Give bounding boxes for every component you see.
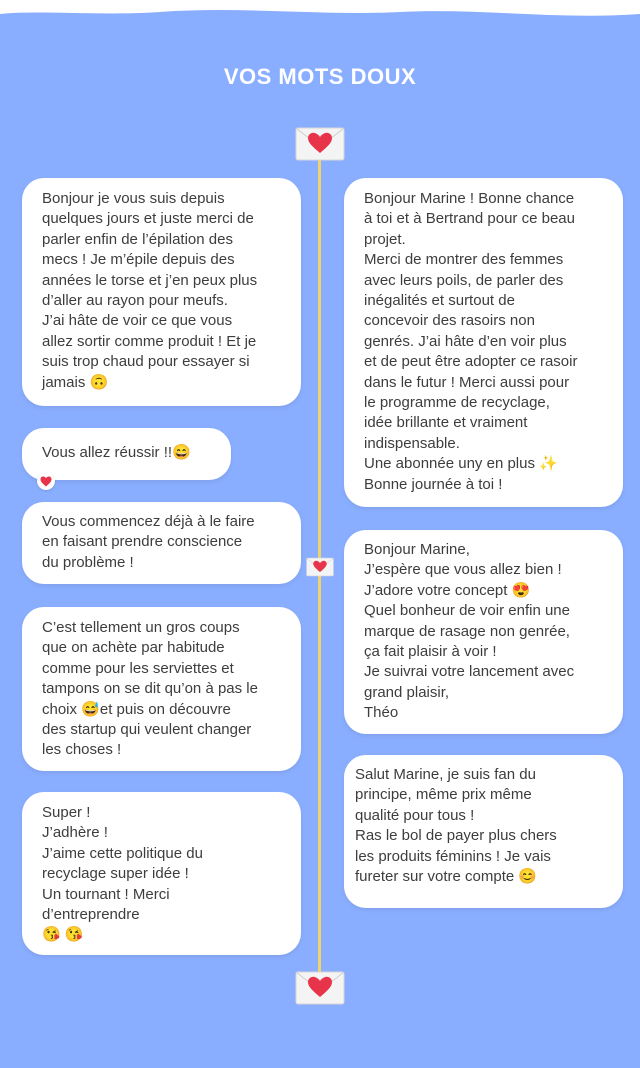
heart-reaction-icon xyxy=(37,472,55,490)
message-bubble: Vous commencez déjà à le faire en faisant prendre conscience du problème ! xyxy=(22,502,301,584)
message-bubble: Salut Marine, je suis fan du principe, même prix même qualité pour tous ! Ras le bol de payer plus chers les produits féminins ! Je vais fureter sur votre compte 😊 xyxy=(344,755,623,908)
message-bubble: C’est tellement un gros coups que on achète par habitude comme pour les serviettes et tampons on se dit qu’on à pas le choix 😅et puis on découvre des startup qui veulent changer les choses ! xyxy=(22,607,301,771)
top-wave-decoration xyxy=(0,0,640,22)
message-bubble: Bonjour Marine, J’espère que vous allez bien ! J’adore votre concept 😍 Quel bonheur de voir enfin une marque de rasage non genrée, ça fait plaisir à voir ! Je suivrai votre lancement avec grand plaisir, Théo xyxy=(344,530,623,734)
heart-envelope-icon xyxy=(295,971,345,1005)
message-bubble: Bonjour Marine ! Bonne chance à toi et à Bertrand pour ce beau projet. Merci de montrer des femmes avec leurs poils, de parler des inégalités et surtout de concevoir des rasoirs non genrés. J’ai hâte d’en voir plus et de peut être adopter ce rasoir dans le futur ! Merci aussi pour le programme de recyclage, idée brillante et vraiment indispensable. Une abonnée uny en plus ✨ Bonne journée à toi ! xyxy=(344,178,623,507)
heart-envelope-icon xyxy=(306,557,334,577)
heart-envelope-icon xyxy=(295,127,345,161)
message-bubble: Super ! J’adhère ! J’aime cette politique du recyclage super idée ! Un tournant ! Merci d’entreprendre 😘 😘 xyxy=(22,792,301,955)
page-title: VOS MOTS DOUX xyxy=(223,64,417,89)
message-bubble: Vous allez réussir !!😄 xyxy=(22,428,231,480)
message-bubble: Bonjour je vous suis depuis quelques jours et juste merci de parler enfin de l’épilation des mecs ! Je m’épile depuis des années le torse et j’en peux plus d’aller au rayon pour meufs. J’ai hâte de voir ce que vous allez sortir comme produit ! Et je suis trop chaud pour essayer si jamais 🙃 xyxy=(22,178,301,406)
